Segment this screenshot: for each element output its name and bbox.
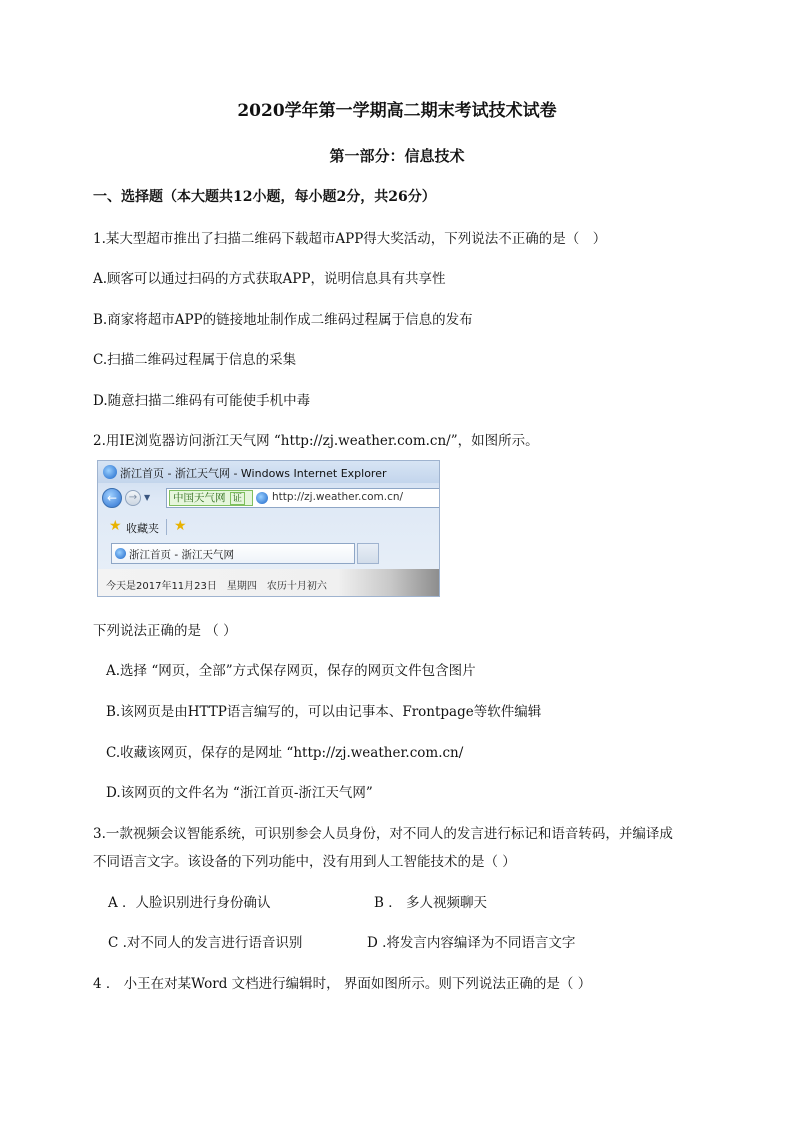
ie-logo-icon [103, 465, 117, 479]
favorites-bar [98, 515, 440, 539]
ie-browser-screenshot [97, 460, 440, 597]
q2-prompt: 下列说法正确的是 （ ） [93, 623, 237, 639]
q2-option-d: D.该网页的文件名为 “浙江首页-浙江天气网” [106, 785, 373, 801]
browser-tab [111, 543, 355, 564]
q3-stem-line2: 不同语言文字。该设备的下列功能中，没有用到人工智能技术的是（ ） [93, 854, 516, 870]
page-title: 2020学年第一学期高二期末考试技术试卷 [237, 101, 557, 121]
favbar-divider [166, 519, 167, 535]
back-arrow-icon: ← [102, 488, 122, 508]
ie-titlebar [98, 461, 440, 483]
favorites-label: 收藏夹 [126, 522, 159, 535]
q3-stem-line1: 3.一款视频会议智能系统，可识别参会人员身份，对不同人的发言进行标记和语音转码，并编译成 [93, 826, 673, 842]
history-dropdown-icon: ▼ [144, 493, 151, 502]
cert-badge: 证 [230, 492, 246, 505]
part-subtitle: 第一部分：信息技术 [329, 147, 465, 165]
tab-label: 浙江首页 - 浙江天气网 [129, 549, 234, 561]
q2-stem: 2.用IE浏览器访问浙江天气网 “http://zj.weather.com.cn/”，如图所示。 [93, 433, 539, 449]
q1-option-b: B.商家将超市APP的链接地址制作成二维码过程属于信息的发布 [93, 312, 473, 328]
site-certificate-badge [169, 490, 253, 506]
q1-option-d: D.随意扫描二维码有可能使手机中毒 [93, 393, 311, 409]
add-favorite-star-icon: ★ [174, 518, 187, 534]
cert-site-name: 中国天气网 [173, 492, 226, 504]
page-icon [256, 492, 268, 504]
tab-page-icon [115, 548, 126, 559]
q3-option-b: B ． 多人视频聊天 [374, 895, 488, 911]
q2-option-c: C.收藏该网页，保存的是网址 “http://zj.weather.com.cn/ [106, 745, 464, 761]
page-content-strip [98, 569, 440, 597]
q4-stem: 4 ． 小王在对某Word 文档进行编辑时， 界面如图所示。则下列说法正确的是（ ） [93, 976, 592, 992]
section-heading: 一、选择题（本大题共12小题，每小题2分，共26分） [93, 189, 436, 205]
favorites-star-icon: ★ [109, 518, 122, 534]
q3-option-c: C .对不同人的发言进行语音识别 [108, 935, 303, 951]
ie-window-title: 浙江首页 - 浙江天气网 - Windows Internet Explorer [120, 467, 387, 480]
q2-option-a: A.选择 “网页，全部”方式保存网页，保存的网页文件包含图片 [106, 663, 476, 679]
q1-option-c: C.扫描二维码过程属于信息的采集 [93, 352, 297, 368]
new-tab-button [357, 543, 379, 564]
q1-stem: 1.某大型超市推出了扫描二维码下载超市APP得大奖活动，下列说法不正确的是（ ） [93, 231, 607, 247]
tab-bar [98, 541, 440, 567]
q3-option-d: D .将发言内容编译为不同语言文字 [367, 935, 576, 951]
address-bar [166, 488, 440, 508]
q2-option-b: B.该网页是由HTTP语言编写的，可以由记事本、Frontpage等软件编辑 [106, 704, 542, 720]
page-date-text: 今天是2017年11月23日 星期四 农历十月初六 [106, 581, 327, 592]
forward-arrow-icon: → [125, 490, 141, 506]
q1-option-a: A.顾客可以通过扫码的方式获取APP，说明信息具有共享性 [93, 271, 446, 287]
address-url: http://zj.weather.com.cn/ [272, 491, 404, 503]
ie-navigation-bar [98, 485, 440, 511]
q3-option-a: A ．人脸识别进行身份确认 [108, 895, 271, 911]
